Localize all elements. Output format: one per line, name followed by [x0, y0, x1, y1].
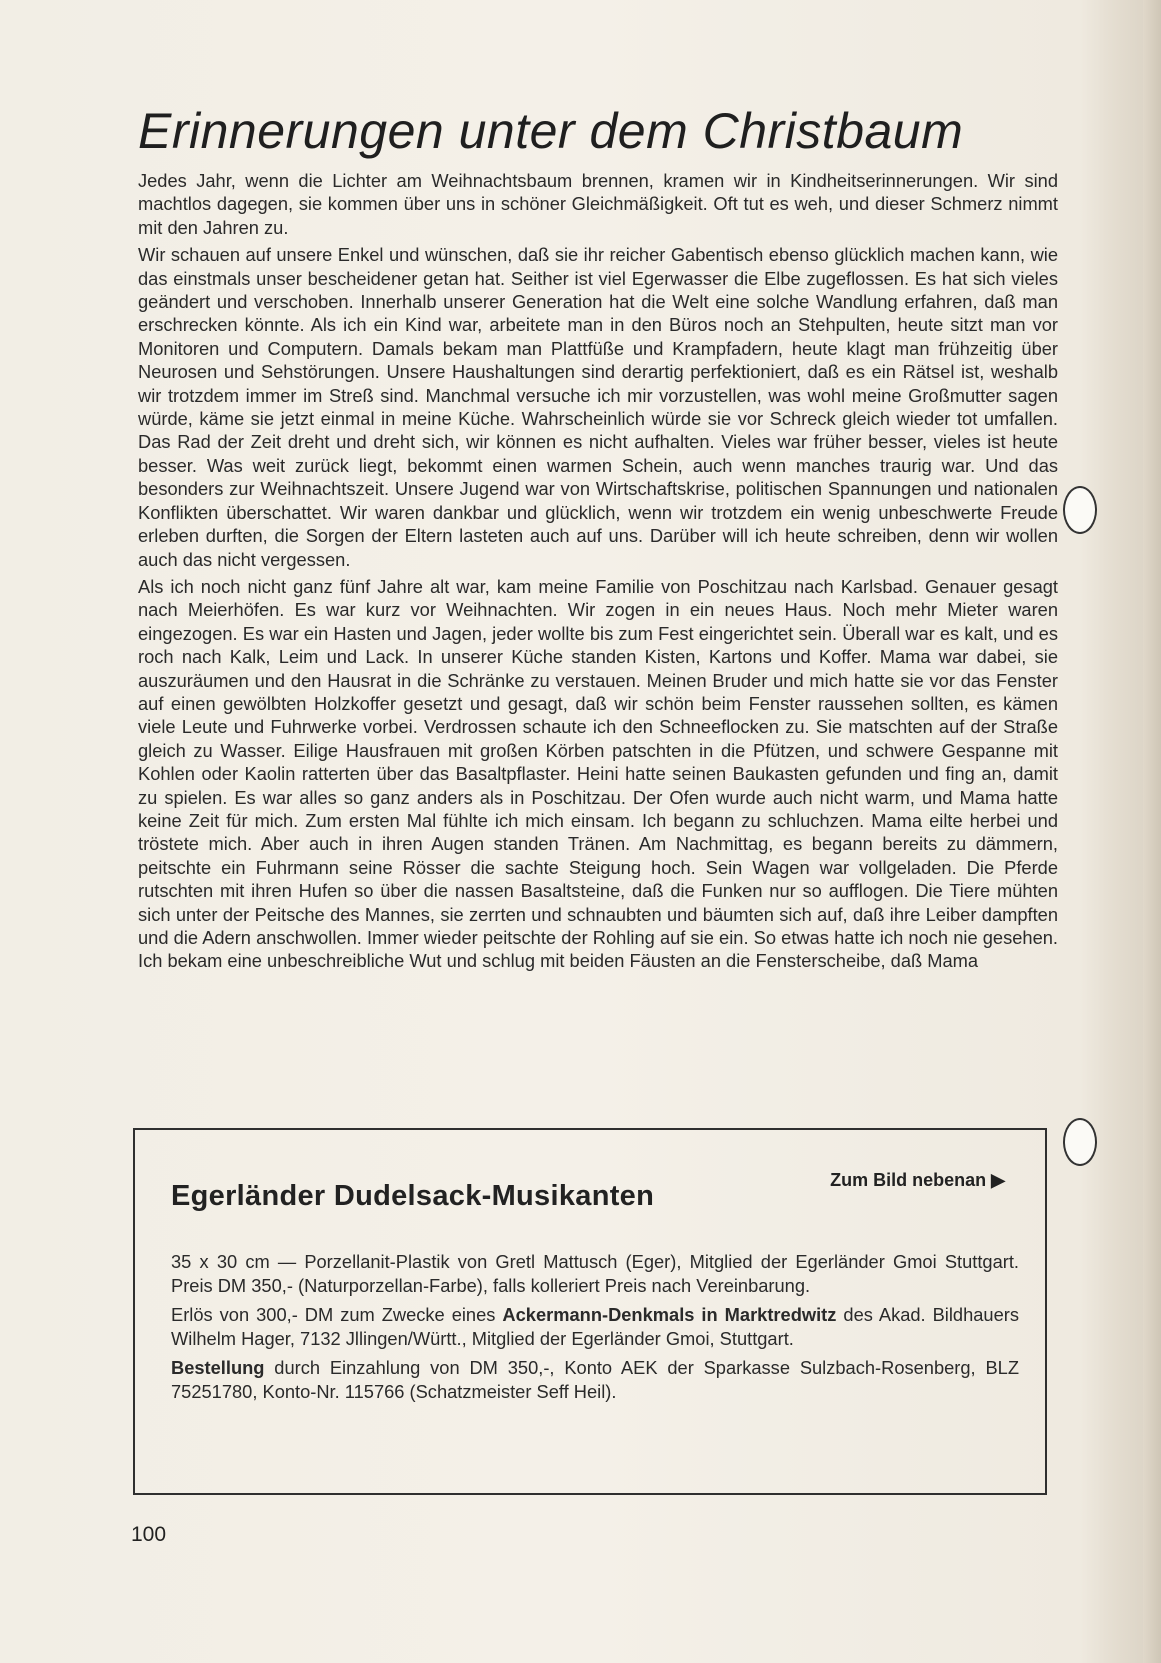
info-box-title: Egerländer Dudelsack-Musikanten	[171, 1180, 655, 1212]
article-paragraph: Jedes Jahr, wenn die Lichter am Weihnachtsbaum brennen, kramen wir in Kindheitserinnerungen. Wir sind machtlos dagegen, sie kommen über uns in schöner Gleichmäßigkeit. Oft tut es weh, und dieser Schmerz nimmt mit den Jahren zu.	[138, 170, 1058, 238]
page-number: 100	[131, 1523, 167, 1546]
article-paragraph: Wir schauen auf unsere Enkel und wünschen, daß sie ihr reicher Gabentisch ebenso glücklich machen kann, wie das einstmals unser bescheidener getan hat. Seither ist viel Egerwasser die Elbe zugeflossen. Es hat sich vieles geändert und verschoben. Innerhalb unserer Generation hat die Welt eine solche Wandlung erfahren, daß man erschrecken könnte. Als ich ein Kind war, arbeitete man in den Büros noch an Stehpulten, heute sitzt man vor Monitoren und Computern. Damals bekam man Plattfüße und Krampfadern, heute klagt man frühzeitig über Neurosen und Sehstörungen. Unsere Haushaltungen sind derartig perfektioniert, daß es ein Rätsel ist, weshalb wir trotzdem immer im Streß sind. Manchmal versuche ich mir vorzustellen, was wohl meine Großmutter sagen würde, käme sie jetzt einmal in meine Küche. Wahrscheinlich würde sie vor Schreck gleich wieder tot umfallen. Das Rad der Zeit dreht und dreht sich, wir können es nicht aufhalten. Vieles war früher besser, vieles ist heute besser. Was weit zurück liegt, bekommt einen warmen Schein, auch wenn manches traurig war. Und das besonders zur Weihnachtszeit. Unsere Jugend war von Wirtschaftskrise, politischen Spannungen und nationalen Konflikten überschattet. Wir waren dankbar und glücklich, wenn wir trotzdem ein wenig unbeschwerte Freude erleben durften, die Sorgen der Eltern lasteten auch auf uns. Darüber will ich heute schreiben, denn wir wollen auch das nicht vergessen.	[138, 244, 1058, 570]
info-paragraph	[171, 1303, 1019, 1350]
page-fold-shadow	[1143, 0, 1161, 1663]
info-box-text	[171, 1250, 1019, 1409]
info-bold-text: Ackermann-Denkmals in Marktredwitz	[502, 1304, 837, 1325]
info-text: Erlös von 300,- DM zum Zwecke eines	[171, 1304, 503, 1325]
info-paragraph: 35 x 30 cm — Porzellanit-Plastik von Gretl Mattusch (Eger), Mitglied der Egerländer Gmoi Stuttgart. Preis DM 350,- (Naturporzellan-Farbe), falls kolleriert Preis nach Vereinbarung.	[171, 1251, 1019, 1296]
picture-reference: Zum Bild nebenan ▶	[830, 1170, 1005, 1190]
punch-hole-top	[1063, 486, 1097, 534]
info-paragraph	[171, 1356, 1019, 1403]
info-text: durch Einzahlung von DM 350,-, Konto AEK der Sparkasse Sulzbach-Rosenberg, BLZ 75251780, Konto-Nr. 115766 (Schatzmeister Seff Heil).	[171, 1357, 1019, 1402]
info-text: des Akad. Bildhauers Wilhelm Hager, 7132 Jllingen/Württ., Mitglied der Egerländer Gmoi, Stuttgart.	[171, 1304, 1019, 1349]
article-body	[138, 169, 1058, 977]
punch-hole-bottom	[1063, 1118, 1097, 1166]
info-bold-text: Bestellung	[171, 1357, 265, 1378]
article-title: Erinnerungen unter dem Christbaum	[138, 103, 964, 159]
info-box	[133, 1128, 1047, 1495]
article-paragraph: Als ich noch nicht ganz fünf Jahre alt war, kam meine Familie von Poschitzau nach Karlsbad. Genauer gesagt nach Meierhöfen. Es war kurz vor Weihnachten. Wir zogen in ein neues Haus. Noch mehr Mieter waren eingezogen. Es war ein Hasten und Jagen, jeder wollte bis zum Fest eingerichtet sein. Überall war es kalt, und es roch nach Kalk, Leim und Lack. In unserer Küche standen Kisten, Kartons und Koffer. Mama war dabei, sie auszuräumen und den Hausrat in die Schränke zu verstauen. Meinen Bruder und mich hatte sie vor das Fenster auf einen gewölbten Holzkoffer gesetzt und gesagt, daß wir schön beim Fenster raussehen sollten, es kämen viele Leute und Fuhrwerke vorbei. Verdrossen schaute ich den Schneeflocken zu. Sie matschten auf der Straße gleich zu Wasser. Eilige Hausfrauen mit großen Körben patschten in die Pfützen, und schwere Gespanne mit Kohlen oder Kaolin ratterten über das Basaltpflaster. Heini hatte seinen Baukasten gefunden und fing an, damit zu spielen. Es war alles so ganz anders als in Poschitzau. Der Ofen wurde auch nicht warm, und Mama hatte keine Zeit für mich. Zum ersten Mal fühlte ich mich einsam. Ich begann zu schluchzen. Mama eilte herbei und tröstete mich. Aber auch in ihren Augen standen Tränen. Am Nachmittag, es begann bereits zu dämmern, peitschte ein Fuhrmann seine Rösser die sachte Steigung hoch. Sein Wagen war vollgeladen. Die Pferde rutschten mit ihren Hufen so über die nassen Basaltsteine, daß die Funken nur so aufflogen. Die Tiere mühten sich unter der Peitsche des Mannes, sie zerrten und schnaubten und bäumten sich auf, daß ihre Leiber dampften und die Adern anschwollen. Immer wieder peitschte der Rohling auf sie ein. So etwas hatte ich noch nie gesehen. Ich bekam eine unbeschreibliche Wut und schlug mit beiden Fäusten an die Fensterscheibe, daß Mama	[138, 575, 1058, 972]
